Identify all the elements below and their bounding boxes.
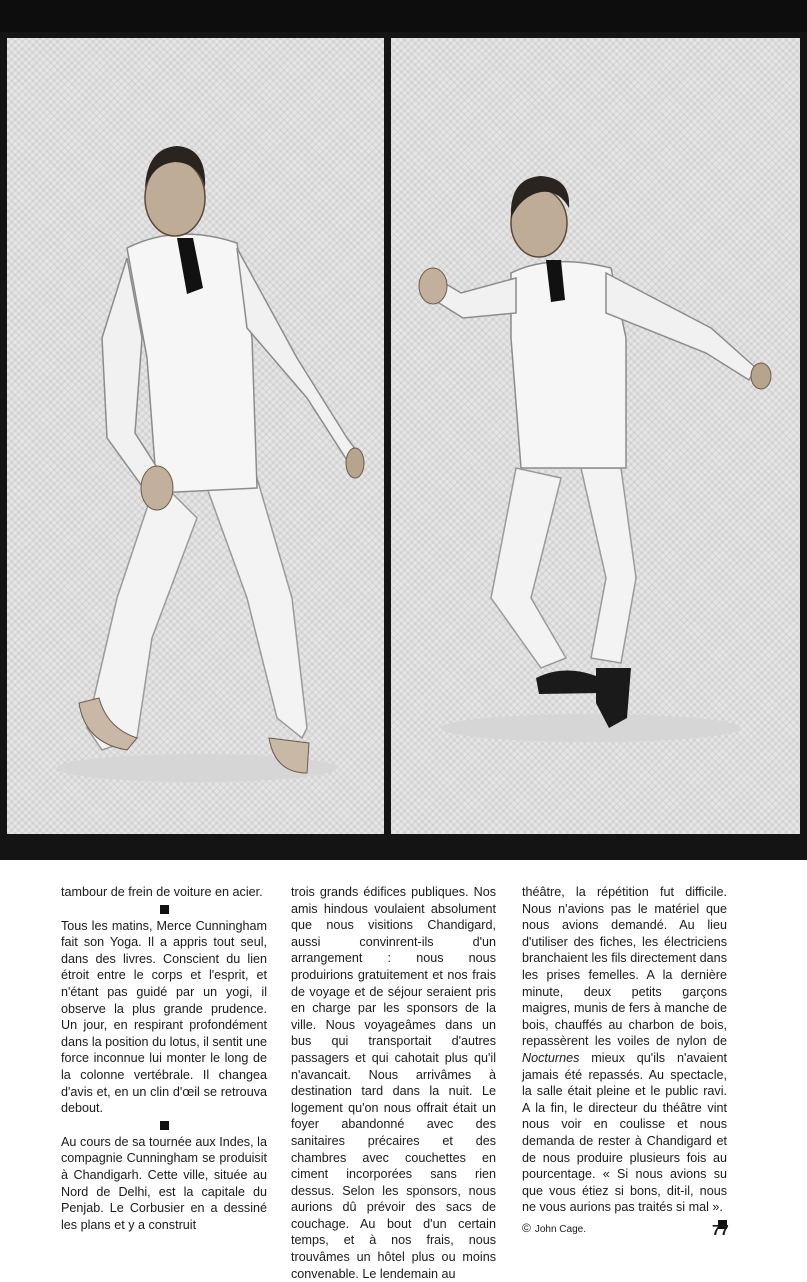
paragraph-text: mieux qu'ils n'avaient jamais été repassés. Au spectacle, la salle était pleine et le public ravi. A la fin, le directeur du théâtre vint nous voir en coulisse et nous demanda de rester à Chandigard et de nous produire plusieurs fois au pourcentage. « Si nous avions su que vous étiez si bons, dit-il, nous ne vous aurions pas traités si mal ».	[522, 1050, 727, 1215]
dancer-photo-right	[391, 38, 800, 834]
page-number: 77	[712, 1222, 729, 1239]
copyright-icon: ©	[522, 1220, 531, 1235]
dancer-photo-left	[7, 38, 384, 834]
paragraph-text: théâtre, la répétition fut difficile. Nous n'avions pas le matériel que nous avions demandé. Au lieu d'utiliser des fiches, les électriciens branchaient les fils directement dans les prises femelles. A la dernière minute, deux petits garçons maigres, munis de fers à manche de bois, chauffés au charbon de bois, repassèrent les voiles de nylon de	[522, 885, 727, 1049]
author-name: John Cage.	[534, 1223, 586, 1235]
photo-spread	[0, 32, 807, 860]
dancer-photo-icon	[7, 38, 384, 834]
paragraph	[522, 884, 727, 1216]
dancer-photo-icon	[391, 38, 800, 834]
paragraph: trois grands édifices publiques. Nos amis hindous voulaient absolument que nous visitions Chandigard, aussi convinrent-ils d'un arrangement : nous nous produirions gratuitement et nos frais de voyage et de séjour seraient pris en charge par les sponsors de la ville. Nous voyageâmes dans un bus qui transportait d'autres passagers et qui cahotait plus qu'il n'avancait. Nous arrivâmes à destination tard dans la nuit. Le logement qu'on nous offrait était un foyer abandonné avec des sanitaires précaires et des chambres avec couchettes en ciment incorporées sans rien dessus. Selon les sponsors, nous aurions dû prévoir des sacs de couchage. Au bout d'un certain temps, et à nos frais, nous trouvâmes un hôtel plus ou moins convenable. Le lendemain au	[291, 885, 496, 1281]
paragraph: Tous les matins, Merce Cunningham fait son Yoga. Il a appris tout seul, dans des livres. Conscient du lien étroit entre le corps et l'esprit, et n'étant pas guidé par un yogi, il observe la plus grande prudence. Un jour, en respirant profondément dans la position du lotus, il sentit une force inconnue lui monter le long de la colonne vertébrale. Il changea d'avis et, en un clin d'œil se retrouva debout.	[61, 918, 267, 1116]
text-column-2	[291, 884, 496, 1282]
text-column-1	[61, 884, 267, 1233]
article-text	[0, 860, 807, 1281]
text-column-3	[522, 884, 727, 1238]
section-separator-icon	[160, 1121, 169, 1130]
section-separator-icon	[160, 905, 169, 914]
paragraph: tambour de frein de voiture en acier.	[61, 885, 263, 899]
work-title: Nocturnes	[522, 1050, 580, 1065]
top-band	[0, 0, 807, 32]
author-credit	[522, 1220, 727, 1239]
paragraph: Au cours de sa tournée aux Indes, la compagnie Cunningham se produisit à Chandigarh. Cette ville, située au Nord de Delhi, est la capitale du Penjab. Le Corbusier en a dessiné les plans et y a construit	[61, 1134, 267, 1232]
